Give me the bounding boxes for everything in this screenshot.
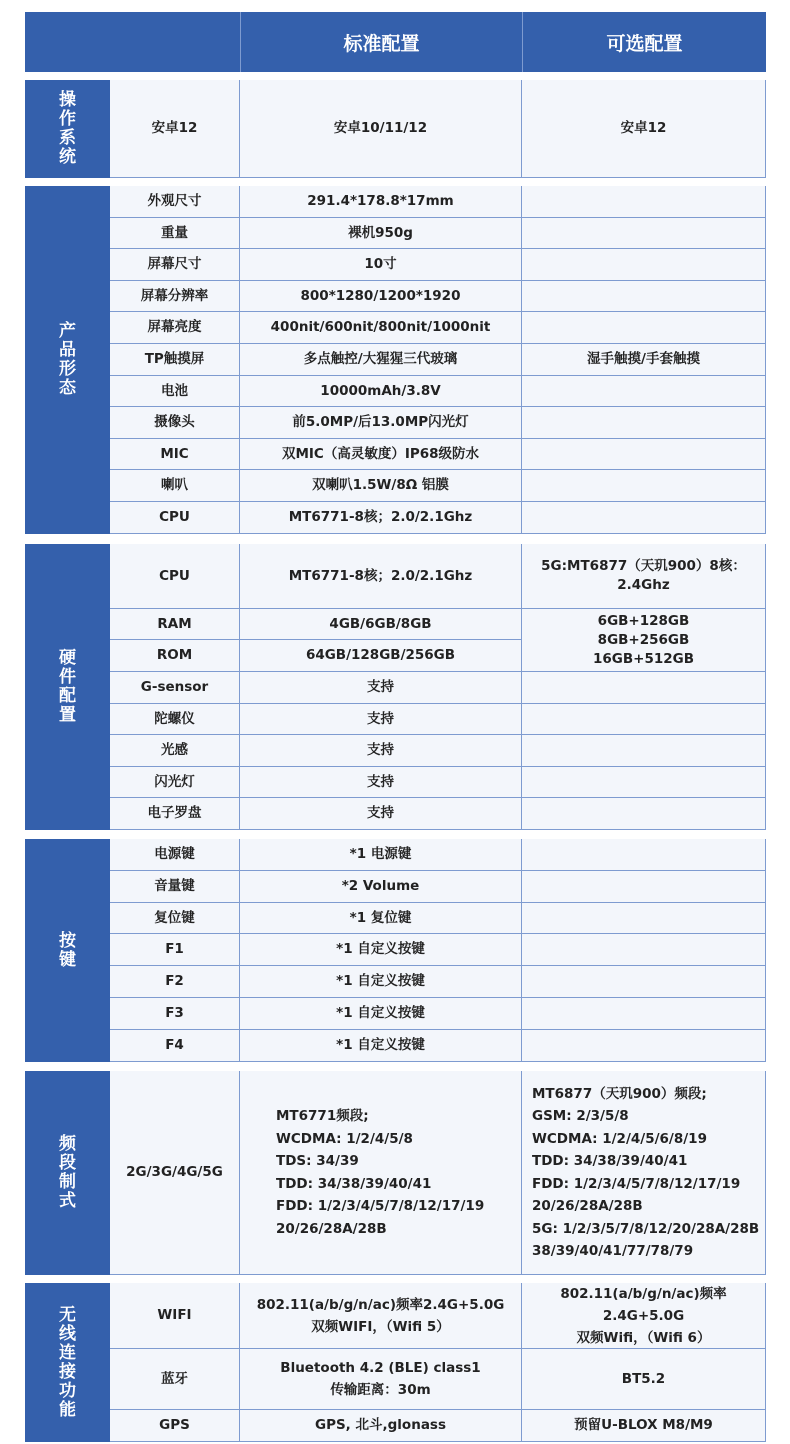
hw-row-optional bbox=[522, 735, 766, 767]
form-row-optional bbox=[522, 470, 766, 502]
os-name: 安卓12 bbox=[110, 80, 240, 178]
hw-row-name: 闪光灯 bbox=[110, 767, 240, 798]
key-row-optional bbox=[522, 934, 766, 966]
os-standard: 安卓10/11/12 bbox=[240, 80, 522, 178]
wifi-name: WIFI bbox=[110, 1283, 240, 1349]
key-row-standard: *1 复位键 bbox=[240, 903, 522, 934]
form-row-optional bbox=[522, 502, 766, 534]
form-row-optional bbox=[522, 249, 766, 281]
form-row-standard: 10寸 bbox=[240, 249, 522, 281]
form-row-name: 屏幕分辨率 bbox=[110, 281, 240, 312]
key-row-standard: *1 自定义按键 bbox=[240, 998, 522, 1030]
form-row-name: 重量 bbox=[110, 218, 240, 249]
form-row-name: 喇叭 bbox=[110, 470, 240, 502]
key-row-name: 音量键 bbox=[110, 871, 240, 903]
section-label-wireless-text: 无线连接功能 bbox=[59, 1304, 76, 1420]
section-label-bands-text: 频段制式 bbox=[59, 1134, 76, 1211]
hw-rom-name: ROM bbox=[110, 640, 240, 672]
form-row-optional bbox=[522, 281, 766, 312]
section-label-hardware bbox=[25, 544, 110, 830]
hw-cpu-name: CPU bbox=[110, 544, 240, 609]
hw-row-standard: 支持 bbox=[240, 735, 522, 767]
bluetooth-standard: Bluetooth 4.2 (BLE) class1 传输距离：30m bbox=[240, 1349, 522, 1410]
hw-rom-standard: 64GB/128GB/256GB bbox=[240, 640, 522, 672]
section-label-bands bbox=[25, 1071, 110, 1275]
section-label-wireless bbox=[25, 1283, 110, 1442]
separator bbox=[25, 830, 766, 838]
separator bbox=[25, 178, 766, 186]
key-row-name: 复位键 bbox=[110, 903, 240, 934]
key-row-name: F3 bbox=[110, 998, 240, 1030]
hw-row-optional bbox=[522, 672, 766, 704]
header-optional-config: 可选配置 bbox=[522, 12, 766, 72]
key-row-optional bbox=[522, 998, 766, 1030]
key-row-standard: *1 电源键 bbox=[240, 839, 522, 871]
form-row-standard: 双MIC（高灵敏度）IP68级防水 bbox=[240, 439, 522, 470]
form-row-name: 屏幕亮度 bbox=[110, 312, 240, 344]
form-row-standard: 10000mAh/3.8V bbox=[240, 376, 522, 407]
key-row-optional bbox=[522, 903, 766, 934]
form-row-optional bbox=[522, 376, 766, 407]
gps-name: GPS bbox=[110, 1410, 240, 1442]
hw-row-standard: 支持 bbox=[240, 704, 522, 735]
hw-ram-name: RAM bbox=[110, 609, 240, 640]
band-name: 2G/3G/4G/5G bbox=[110, 1071, 240, 1275]
key-row-name: 电源键 bbox=[110, 839, 240, 871]
hw-row-name: 陀螺仪 bbox=[110, 704, 240, 735]
form-row-standard: 双喇叭1.5W/8Ω 铝膜 bbox=[240, 470, 522, 502]
form-row-name: 电池 bbox=[110, 376, 240, 407]
hw-row-optional bbox=[522, 767, 766, 798]
form-row-name: CPU bbox=[110, 502, 240, 534]
form-row-standard: 多点触控/大猩猩三代玻璃 bbox=[240, 344, 522, 376]
form-row-name: TP触摸屏 bbox=[110, 344, 240, 376]
hw-row-standard: 支持 bbox=[240, 798, 522, 830]
hw-row-standard: 支持 bbox=[240, 767, 522, 798]
form-row-standard: MT6771-8核；2.0/2.1Ghz bbox=[240, 502, 522, 534]
form-row-standard: 800*1280/1200*1920 bbox=[240, 281, 522, 312]
form-row-optional bbox=[522, 218, 766, 249]
separator bbox=[25, 72, 766, 80]
section-label-form bbox=[25, 186, 110, 534]
hw-row-optional bbox=[522, 798, 766, 830]
hw-row-optional bbox=[522, 704, 766, 735]
hw-memory-optional: 6GB+128GB 8GB+256GB 16GB+512GB bbox=[522, 609, 766, 672]
form-row-name: 摄像头 bbox=[110, 407, 240, 439]
key-row-name: F2 bbox=[110, 966, 240, 998]
key-row-standard: *2 Volume bbox=[240, 871, 522, 903]
key-row-name: F1 bbox=[110, 934, 240, 966]
form-row-optional: 湿手触摸/手套触摸 bbox=[522, 344, 766, 376]
wifi-standard: 802.11(a/b/g/n/ac)频率2.4G+5.0G 双频WIFI，（Wifi 5） bbox=[240, 1283, 522, 1349]
wifi-optional: 802.11(a/b/g/n/ac)频率2.4G+5.0G 双频Wifi，（Wifi 6） bbox=[522, 1283, 766, 1349]
section-label-hardware-text: 硬件配置 bbox=[59, 648, 76, 725]
section-label-os-text: 操作系统 bbox=[59, 90, 76, 167]
form-row-standard: 前5.0MP/后13.0MP闪光灯 bbox=[240, 407, 522, 439]
form-row-name: 外观尺寸 bbox=[110, 186, 240, 218]
hw-row-name: 电子罗盘 bbox=[110, 798, 240, 830]
form-row-optional bbox=[522, 186, 766, 218]
gps-optional: 预留U-BLOX M8/M9 bbox=[522, 1410, 766, 1442]
key-row-standard: *1 自定义按键 bbox=[240, 1030, 522, 1062]
hw-row-name: G-sensor bbox=[110, 672, 240, 704]
section-label-os bbox=[25, 80, 110, 178]
hw-ram-standard: 4GB/6GB/8GB bbox=[240, 609, 522, 640]
hw-cpu-optional: 5G:MT6877（天玑900）8核： 2.4Ghz bbox=[522, 544, 766, 609]
key-row-optional bbox=[522, 1030, 766, 1062]
form-row-standard: 裸机950g bbox=[240, 218, 522, 249]
key-row-name: F4 bbox=[110, 1030, 240, 1062]
os-optional: 安卓12 bbox=[522, 80, 766, 178]
form-row-name: 屏幕尺寸 bbox=[110, 249, 240, 281]
band-standard: MT6771频段; WCDMA: 1/2/4/5/8 TDS: 34/39 TDD: 34/38/39/40/41 FDD: 1/2/3/4/5/7/8/12/17/19 20/26/28A/28B bbox=[240, 1071, 522, 1275]
section-label-form-text: 产品形态 bbox=[59, 321, 76, 398]
form-row-standard: 400nit/600nit/800nit/1000nit bbox=[240, 312, 522, 344]
form-row-standard: 291.4*178.8*17mm bbox=[240, 186, 522, 218]
key-row-optional bbox=[522, 966, 766, 998]
hw-row-name: 光感 bbox=[110, 735, 240, 767]
key-row-standard: *1 自定义按键 bbox=[240, 934, 522, 966]
bluetooth-name: 蓝牙 bbox=[110, 1349, 240, 1410]
key-row-standard: *1 自定义按键 bbox=[240, 966, 522, 998]
key-row-optional bbox=[522, 839, 766, 871]
gps-standard: GPS, 北斗,glonass bbox=[240, 1410, 522, 1442]
section-label-keys-text: 按键 bbox=[59, 930, 76, 970]
section-label-keys bbox=[25, 839, 110, 1062]
form-row-optional bbox=[522, 407, 766, 439]
separator bbox=[25, 534, 766, 542]
separator bbox=[25, 1062, 766, 1070]
hw-cpu-standard: MT6771-8核；2.0/2.1Ghz bbox=[240, 544, 522, 609]
form-row-optional bbox=[522, 312, 766, 344]
form-row-name: MIC bbox=[110, 439, 240, 470]
band-optional: MT6877（天玑900）频段; GSM: 2/3/5/8 WCDMA: 1/2/4/5/6/8/19 TDD: 34/38/39/40/41 FDD: 1/2/3/4/5/7/8/12/17/19 20/26/28A/28B 5G: 1/2/3/5/7/8/12/20/28A/28B 38/39/40/41/77/78/79 bbox=[522, 1071, 766, 1275]
key-row-optional bbox=[522, 871, 766, 903]
form-row-optional bbox=[522, 439, 766, 470]
header-standard-config: 标准配置 bbox=[240, 12, 522, 72]
bluetooth-optional: BT5.2 bbox=[522, 1349, 766, 1410]
hw-row-standard: 支持 bbox=[240, 672, 522, 704]
